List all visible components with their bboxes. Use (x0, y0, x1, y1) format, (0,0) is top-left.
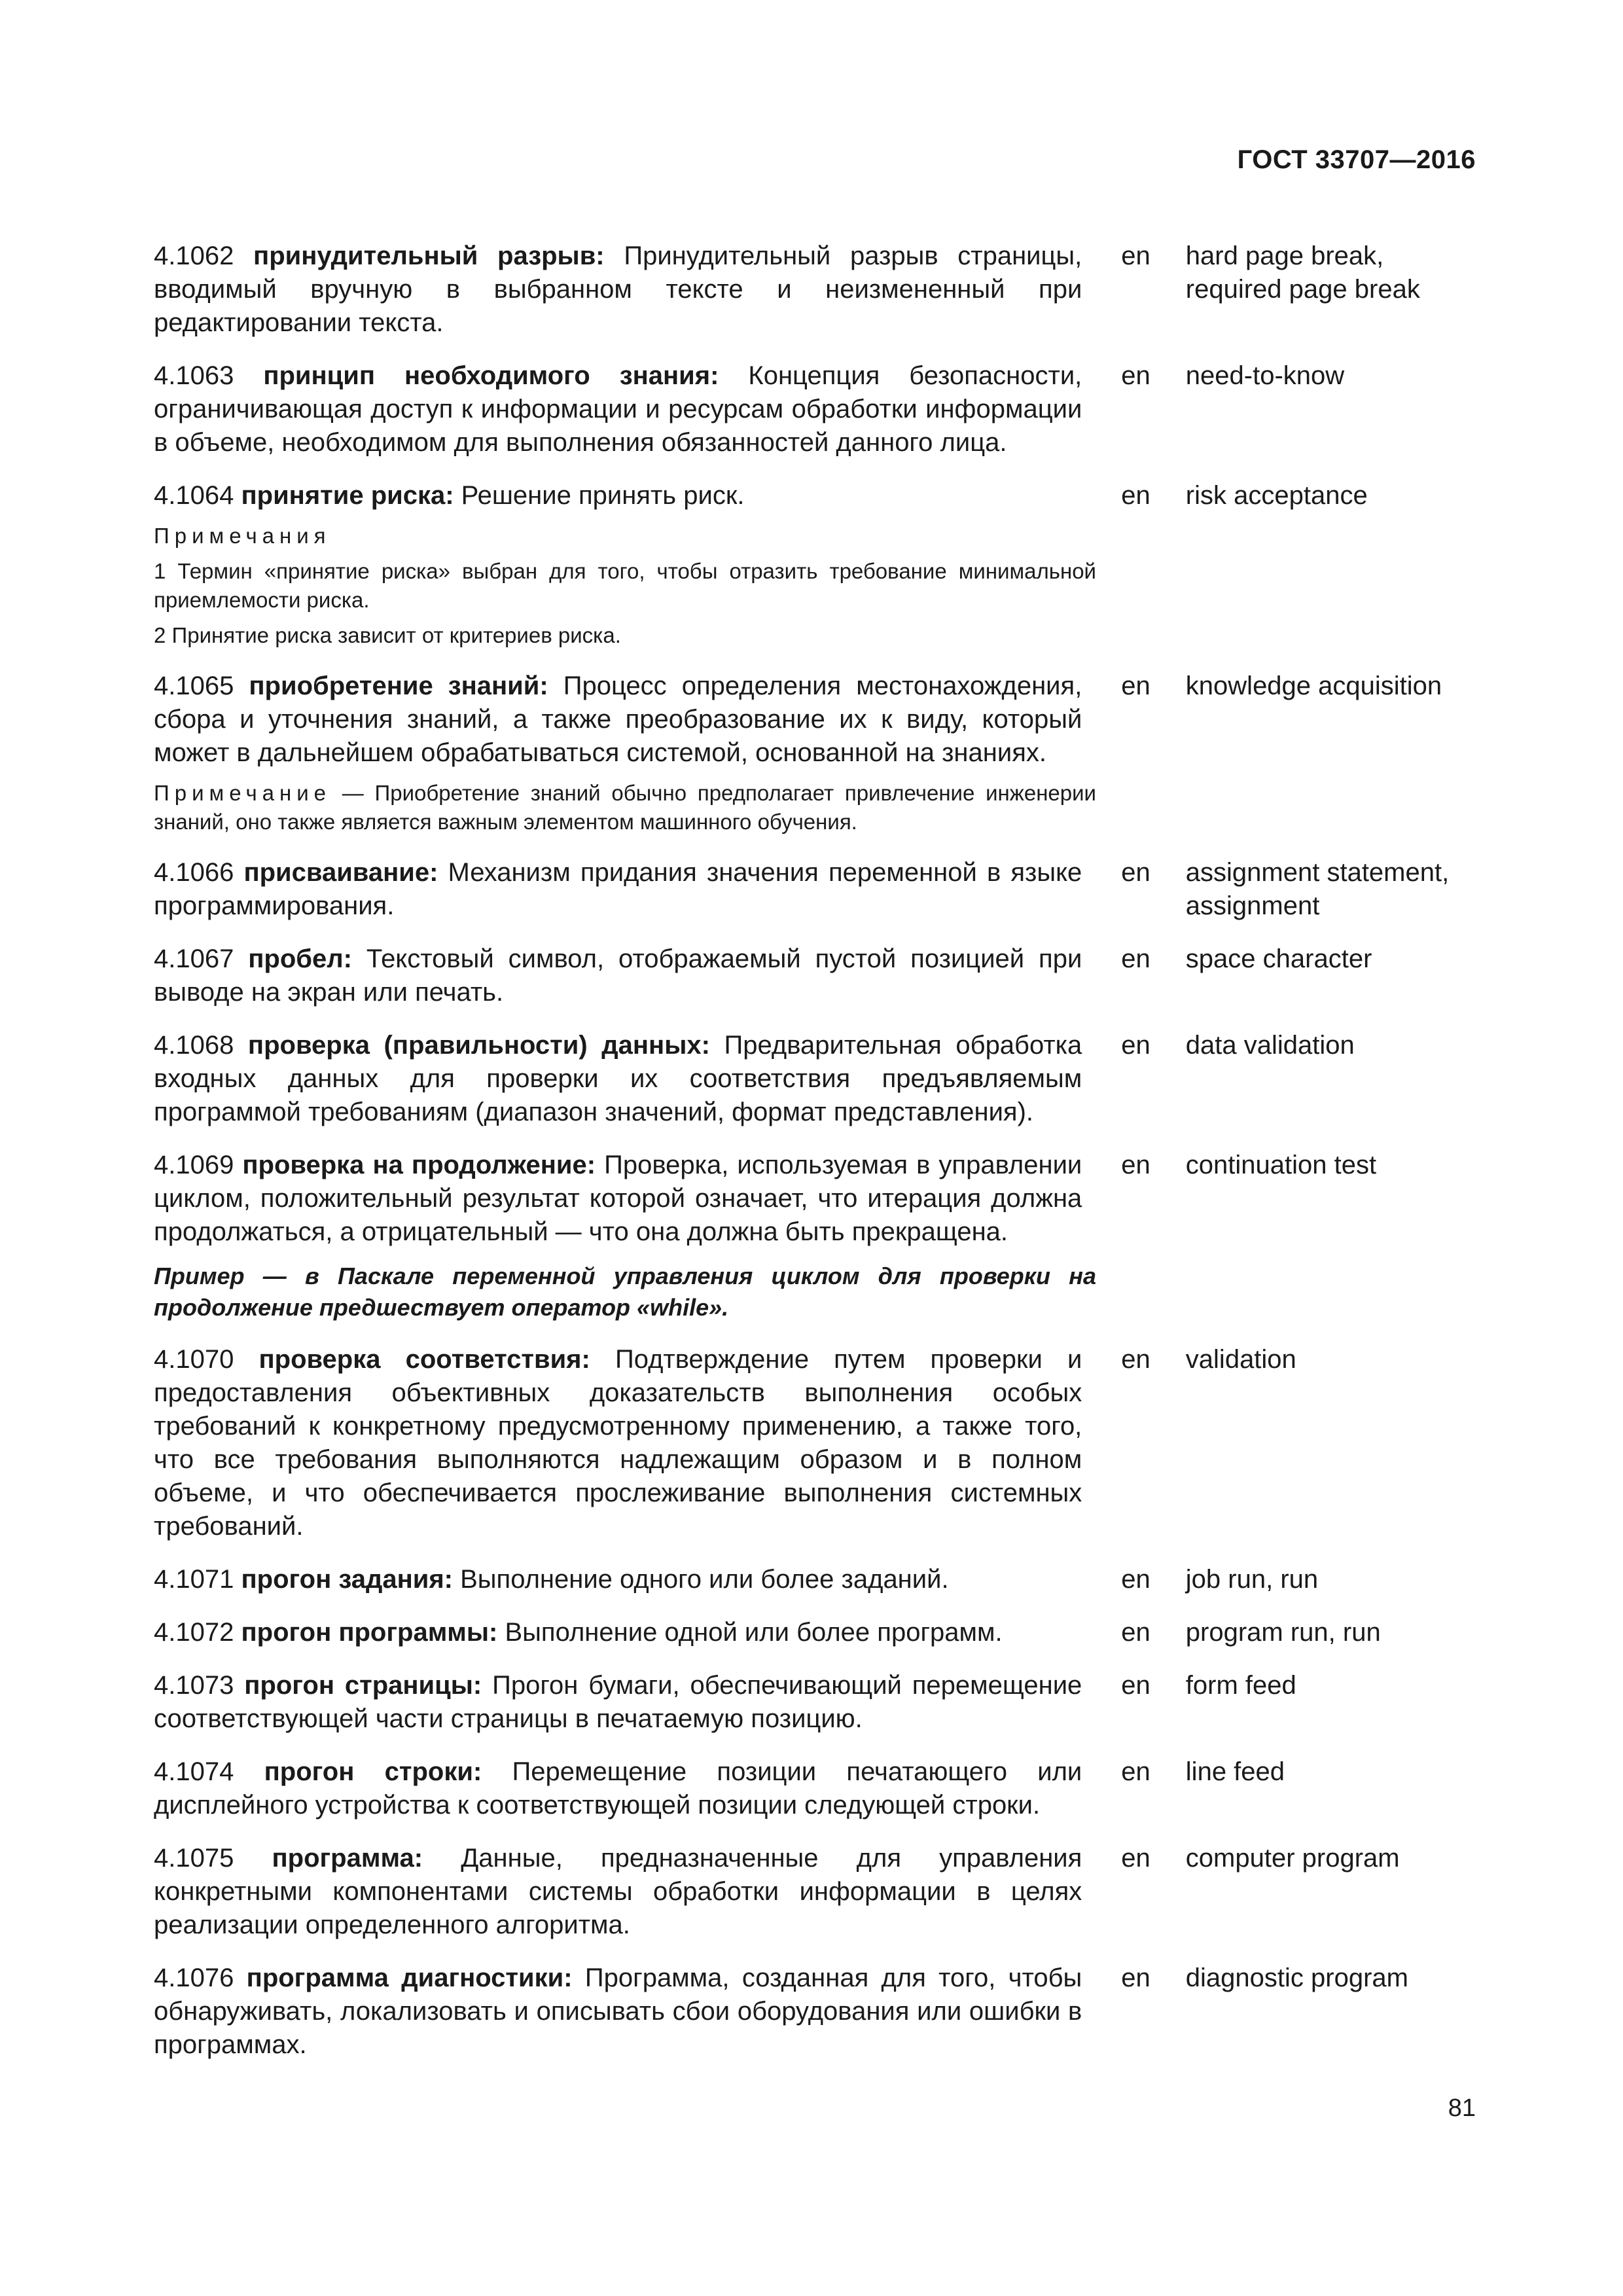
term-name: прогон программы: (241, 1618, 498, 1647)
term-name: программа диагностики: (246, 1964, 573, 1992)
term-definition (154, 1563, 1082, 1596)
term-definition (154, 359, 1082, 459)
term-text: Проверка, используемая в управлении циклом, положительный результат которой означает, что итерация должна продолжаться, а отрицательный — что она должна быть прекращена. (154, 1151, 1082, 1246)
english-equivalent: need-to-know (1185, 361, 1345, 390)
term-number: 4.1076 (154, 1964, 234, 1992)
term-name: программа: (272, 1844, 423, 1873)
term-entry-4-1069 (154, 1149, 1476, 1249)
term-name: принцип необходимого знания: (263, 361, 719, 390)
term-text: Прогон бумаги, обеспечивающий перемещение соответствующей части страницы в печатаемую позицию. (154, 1671, 1082, 1733)
term-text: Выполнение одного или более заданий. (460, 1565, 949, 1594)
term-definition (154, 240, 1082, 340)
term-number: 4.1066 (154, 858, 234, 887)
term-name: присваивание: (243, 858, 438, 887)
term-text: Текстовый символ, отображаемый пустой позицией при выводе на экран или печать. (154, 944, 1082, 1007)
english-equivalent: space character (1185, 944, 1372, 973)
english-equivalent: diagnostic program (1185, 1964, 1408, 1992)
term-text: Подтверждение путем проверки и предоставления объективных доказательств выполнения особых требований к конкретному предусмотренному применению, а также того, что все требования выполняются надлежащим образом и в полном объеме, и что обеспечивается прослеживание выполнения системных требований. (154, 1345, 1082, 1541)
term-text: Процесс определения местонахождения, сбора и уточнения знаний, а также преобразование их к виду, который может в дальнейшем обрабатываться системой, основанной на знаниях. (154, 672, 1082, 767)
term-text: Выполнение одной или более программ. (505, 1618, 1003, 1647)
term-entry-4-1076 (154, 1962, 1476, 2062)
term-number: 4.1072 (154, 1618, 234, 1647)
term-entry-4-1071 (154, 1563, 1476, 1596)
term-entry-4-1074 (154, 1755, 1476, 1822)
lang-code: en (1121, 1618, 1150, 1647)
term-entry-4-1073 (154, 1669, 1476, 1736)
term-entry-4-1066 (154, 856, 1476, 923)
term-number: 4.1064 (154, 481, 234, 510)
note-item: 2 Принятие риска зависит от критериев риска. (154, 623, 621, 647)
term-entry-4-1062 (154, 240, 1476, 340)
lang-code: en (1121, 944, 1150, 973)
english-equivalent: assignment statement, assignment (1185, 858, 1450, 920)
lang-code: en (1121, 1031, 1150, 1060)
term-definition (154, 1842, 1082, 1942)
term-definition (154, 1755, 1082, 1822)
term-number: 4.1063 (154, 361, 234, 390)
page-number: 81 (1448, 2094, 1476, 2122)
term-name: проверка (правильности) данных: (247, 1031, 710, 1060)
term-text: Предварительная обработка входных данных для проверки их соответствия предъявляемым программой требованиям (диапазон значений, формат представления). (154, 1031, 1082, 1126)
terms-list (154, 240, 1476, 2081)
term-definition (154, 1669, 1082, 1736)
term-definition (154, 479, 1082, 512)
term-number: 4.1074 (154, 1757, 234, 1786)
term-entry-4-1068 (154, 1029, 1476, 1129)
term-number: 4.1067 (154, 944, 234, 973)
term-number: 4.1073 (154, 1671, 234, 1700)
term-definition (154, 1149, 1082, 1249)
term-definition (154, 670, 1082, 770)
term-name: проверка соответствия: (259, 1345, 590, 1374)
lang-code: en (1121, 361, 1150, 390)
term-definition (154, 856, 1082, 923)
note-item: 1 Термин «принятие риска» выбран для того, чтобы отразить требование минимальной приемлемости риска. (154, 559, 1096, 612)
term-name: прогон задания: (241, 1565, 453, 1594)
term-definition (154, 942, 1082, 1009)
lang-code: en (1121, 481, 1150, 510)
english-equivalent: continuation test (1185, 1151, 1377, 1179)
lang-code: en (1121, 1844, 1150, 1873)
term-entry-4-1072 (154, 1616, 1476, 1649)
term-text: Программа, созданная для того, чтобы обнаруживать, локализовать и описывать сбои оборудования или ошибки в программах. (154, 1964, 1082, 2059)
lang-code: en (1121, 1671, 1150, 1700)
lang-code: en (1121, 858, 1150, 887)
english-equivalent: form feed (1185, 1671, 1296, 1700)
term-name: прогон строки: (264, 1757, 482, 1786)
lang-code: en (1121, 1345, 1150, 1374)
note-text: — Приобретение знаний обычно предполагает привлечение инженерии знаний, оно также является важным элементом машинного обучения. (154, 781, 1096, 834)
term-text: Концепция безопасности, ограничивающая доступ к информации и ресурсам обработки информации в объеме, необходимом для выполнения обязанностей данного лица. (154, 361, 1082, 457)
english-equivalent: program run, run (1185, 1618, 1381, 1647)
term-name: принудительный разрыв: (253, 242, 605, 270)
lang-code: en (1121, 1151, 1150, 1179)
term-entry-4-1067 (154, 942, 1476, 1009)
term-entry-4-1064 (154, 479, 1476, 512)
english-equivalent: hard page break, required page break (1185, 242, 1420, 304)
lang-code: en (1121, 1565, 1150, 1594)
term-name: пробел: (248, 944, 352, 973)
term-name: приобретение знаний: (249, 672, 548, 700)
term-name: принятие риска: (241, 481, 454, 510)
english-equivalent: knowledge acquisition (1185, 672, 1442, 700)
term-definition (154, 1029, 1082, 1129)
term-definition (154, 1616, 1082, 1649)
term-entry-4-1075 (154, 1842, 1476, 1942)
notes-heading: Примечания (154, 524, 331, 548)
term-text: Данные, предназначенные для управления конкретными компонентами системы обработки информации в целях реализации определенного алгоритма. (154, 1844, 1082, 1939)
term-number: 4.1070 (154, 1345, 234, 1374)
term-number: 4.1062 (154, 242, 234, 270)
english-equivalent: risk acceptance (1185, 481, 1368, 510)
english-equivalent: job run, run (1185, 1565, 1319, 1594)
term-text: Перемещение позиции печатающего или дисплейного устройства к соответствующей позиции следующей строки. (154, 1757, 1082, 1820)
term-number: 4.1071 (154, 1565, 234, 1594)
term-entry-4-1063 (154, 359, 1476, 459)
english-equivalent: line feed (1185, 1757, 1285, 1786)
term-text: Механизм придания значения переменной в языке программирования. (154, 858, 1082, 920)
term-number: 4.1068 (154, 1031, 234, 1060)
lang-code: en (1121, 1964, 1150, 1992)
term-name: прогон страницы: (244, 1671, 482, 1700)
term-number: 4.1075 (154, 1844, 234, 1873)
document-id: ГОСТ 33707—2016 (1237, 145, 1476, 174)
term-definition (154, 1962, 1082, 2062)
note-paragraph (154, 779, 1096, 836)
english-equivalent: computer program (1185, 1844, 1400, 1873)
lang-code: en (1121, 1757, 1150, 1786)
term-number: 4.1069 (154, 1151, 234, 1179)
term-entry-4-1065 (154, 670, 1476, 770)
example-paragraph: Пример — в Паскале переменной управления циклом для проверки на продолжение предшествует оператор «while». (154, 1263, 1096, 1321)
term-text: Решение принять риск. (461, 481, 745, 510)
term-text: Принудительный разрыв страницы, вводимый вручную в выбранном тексте и неизмененный при редактировании текста. (154, 242, 1082, 337)
lang-code: en (1121, 672, 1150, 700)
english-equivalent: validation (1185, 1345, 1296, 1374)
note-heading: Примечание (154, 781, 332, 805)
term-definition (154, 1343, 1082, 1543)
english-equivalent: data validation (1185, 1031, 1355, 1060)
term-entry-4-1070 (154, 1343, 1476, 1543)
term-name: проверка на продолжение: (242, 1151, 596, 1179)
term-number: 4.1065 (154, 672, 234, 700)
lang-code: en (1121, 242, 1150, 270)
